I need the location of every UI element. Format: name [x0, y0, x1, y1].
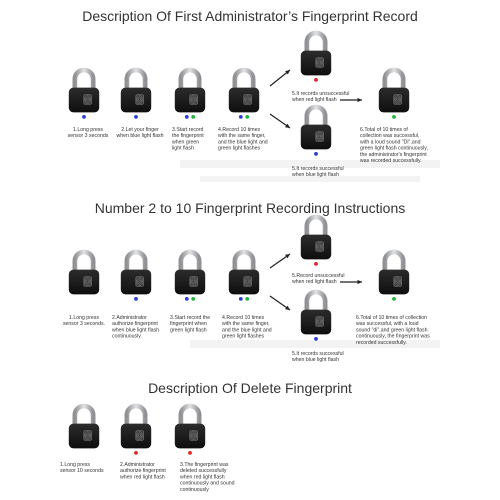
indicator-light-icon: [245, 115, 249, 119]
shackle: [307, 217, 325, 237]
indicator-light-icon: [185, 115, 189, 119]
shackle: [181, 70, 199, 90]
arrow-icon: [270, 296, 290, 310]
indicator-light-icon: [392, 297, 396, 301]
indicator-light-icon: [191, 297, 195, 301]
indicator-light-icon: [239, 297, 243, 301]
fingerprint-sensor-icon: [244, 95, 252, 105]
indicator-light-icon: [134, 451, 138, 455]
step-5-success-label: 5.It records successful when blue light flash: [292, 166, 344, 179]
fingerprint-sensor-icon: [190, 431, 198, 441]
padlock-step-2: [121, 70, 151, 119]
padlock-step-1: [69, 406, 99, 448]
padlock-step-4: [229, 252, 259, 301]
step-2-label: 2.Administrator authorize fingerprint when blue light flash continuously.: [112, 315, 160, 340]
shackle: [75, 252, 93, 272]
arrow-icon: [270, 70, 290, 86]
shackle: [307, 292, 325, 312]
indicator-light-icon: [314, 262, 318, 266]
shackle: [385, 70, 403, 90]
indicator-light-icon: [82, 115, 86, 119]
indicator-light-icon: [134, 115, 138, 119]
shackle: [235, 70, 253, 90]
padlock-step-5-success: [301, 292, 331, 341]
step-4-label: 4.Record 10 times with the same finger, and the blue light and green light flashes: [218, 127, 268, 152]
padlock-step-1: [69, 252, 99, 294]
arrow-icon: [340, 280, 362, 284]
step-2-label: 2.Let your finger when blue light flash: [116, 127, 164, 140]
padlock-step-3: [175, 252, 205, 301]
fingerprint-sensor-icon: [136, 95, 144, 105]
indicator-light-icon: [392, 115, 396, 119]
step-6-label: 6.Total of 10 times of collection was successful, with a loud sound "Di",and green light flash continuously, the administrator's fingerprint was recorded successfully.: [360, 127, 428, 164]
step-3-label: 3.Start record the fingerprint when green light flash: [172, 127, 204, 152]
fingerprint-sensor-icon: [316, 132, 324, 142]
indicator-light-icon: [314, 152, 318, 156]
step-6-label: 6.Total of 10 times of collection was successful, with a loud sound "di",and green light flash continuously, the fingerprint was recorded successfully.: [356, 315, 430, 346]
indicator-light-icon: [134, 297, 138, 301]
section-title-delete: Description Of Delete Fingerprint: [148, 380, 352, 396]
shackle: [181, 406, 199, 426]
fingerprint-sensor-icon: [190, 95, 198, 105]
fingerprint-sensor-icon: [84, 277, 92, 287]
padlock-step-5-success: [301, 107, 331, 156]
padlock-step-5-fail: [301, 33, 331, 82]
shackle: [181, 252, 199, 272]
arrow-icon: [270, 114, 290, 128]
indicator-light-icon: [314, 337, 318, 341]
indicator-light-icon: [188, 451, 192, 455]
padlock-step-2: [121, 406, 151, 455]
step-4-label: 4.Record 10 times with the same finger, and the blue light and green light flashes: [222, 315, 272, 340]
padlock-step-3: [175, 70, 205, 119]
step-5-fail-label: 5.It records unsuccessful when red light flash: [292, 91, 350, 104]
indicator-light-icon: [191, 115, 195, 119]
indicator-light-icon: [185, 297, 189, 301]
step-1-label: 1.Long press sensor 3 seconds: [67, 127, 109, 140]
shackle: [385, 252, 403, 272]
fingerprint-sensor-icon: [84, 431, 92, 441]
fingerprint-sensor-icon: [394, 277, 402, 287]
step-1-label: 1.Long press sensor 3 seconds.: [62, 315, 106, 328]
fingerprint-sensor-icon: [394, 95, 402, 105]
fingerprint-sensor-icon: [136, 277, 144, 287]
shackle: [127, 406, 145, 426]
arrow-icon: [340, 98, 362, 102]
step-3-label: 3.Start record the fingerprint when green light flash: [170, 315, 211, 334]
step-3-label: 3.The fingerprint was deleted successfully when red light flash continuously and sound continuously: [180, 462, 235, 493]
shackle: [127, 70, 145, 90]
indicator-light-icon: [239, 115, 243, 119]
fingerprint-sensor-icon: [190, 277, 198, 287]
fingerprint-sensor-icon: [316, 242, 324, 252]
padlock-step-3: [175, 406, 205, 455]
step-1-label: 1.Long press sensor 10 seconds: [60, 462, 104, 475]
fingerprint-sensor-icon: [136, 431, 144, 441]
padlock-step-6: [379, 252, 409, 301]
shackle: [75, 406, 93, 426]
arrow-icon: [270, 254, 290, 268]
step-5-success-label: 5.It records successful when blue light flash: [292, 351, 344, 364]
fingerprint-sensor-icon: [244, 277, 252, 287]
shackle: [127, 252, 145, 272]
indicator-light-icon: [314, 78, 318, 82]
step-2-label: 2.Administrator authorize fingerprint when red light flash: [120, 462, 166, 481]
padlock-step-2: [121, 252, 151, 301]
section-title-first-admin: Description Of First Administrator’s Fingerprint Record: [82, 8, 418, 24]
padlock-step-5-fail: [301, 217, 331, 266]
shackle: [307, 107, 325, 127]
padlock-step-6: [379, 70, 409, 119]
step-5-fail-label: 5.Record unsuccessful when red light flash: [292, 273, 345, 286]
padlock-step-4: [229, 70, 259, 119]
indicator-light-icon: [245, 297, 249, 301]
padlock-step-1: [69, 70, 99, 119]
fingerprint-sensor-icon: [316, 58, 324, 67]
shackle: [75, 70, 93, 90]
fingerprint-sensor-icon: [84, 95, 92, 105]
shackle: [235, 252, 253, 272]
section-title-number-2-10: Number 2 to 10 Fingerprint Recording Instructions: [94, 200, 406, 216]
fingerprint-sensor-icon: [316, 317, 324, 327]
shackle: [307, 33, 325, 53]
